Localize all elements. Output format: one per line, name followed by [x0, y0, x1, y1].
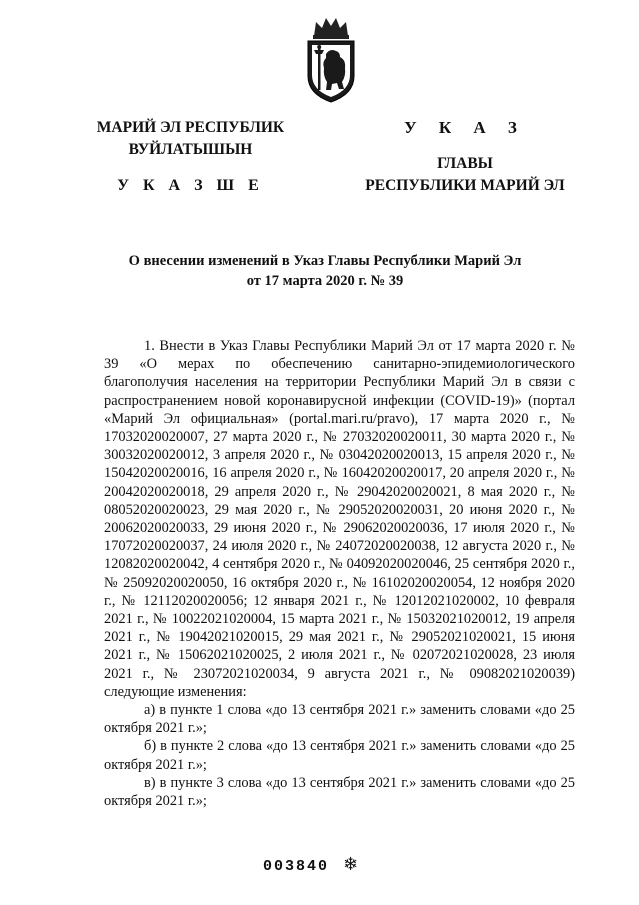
- header-left-line1: МАРИЙ ЭЛ РЕСПУБЛИК: [96, 119, 285, 136]
- header-right-ukaz: У К А З: [404, 118, 526, 137]
- title-line1: О внесении изменений в Указ Главы Республики Марий Эл: [128, 253, 522, 269]
- header-right-line2: РЕСПУБЛИКИ МАРИЙ ЭЛ: [365, 177, 565, 194]
- header-right-line1: ГЛАВЫ: [437, 155, 493, 172]
- serial-number: 003840: [263, 858, 330, 875]
- item-a: а) в пункте 1 слова «до 13 сентября 2021 г.» заменить словами «до 25 октября 2021 г.»;: [104, 702, 575, 737]
- item-v: в) в пункте 3 слова «до 13 сентября 2021 г.» заменить словами «до 25 октября 2021 г.»;: [104, 774, 575, 810]
- coat-of-arms-icon: [300, 14, 362, 106]
- header-left-line2: ВУЙЛАТЫШЫН: [128, 141, 253, 158]
- snowflake-icon: ❄: [343, 854, 359, 875]
- title-line2: от 17 марта 2020 г. № 39: [246, 273, 404, 289]
- item-b: б) в пункте 2 слова «до 13 сентября 2021 г.» заменить словами «до 25 октября 2021 г.»;: [104, 738, 575, 773]
- document-title: [60, 251, 590, 291]
- document-body: [104, 337, 575, 810]
- header-right: [355, 117, 575, 197]
- header-left-ukaz: У К А З Ш Е: [117, 177, 264, 194]
- paragraph-1: 1. Внести в Указ Главы Республики Марий Эл от 17 марта 2020 г. № 39 «О мерах по обеспечению санитарно-эпидемиологического благополучия населения на территории Республики Марий Эл в связи с распространением новой коронавирусной инфекции (COVID-19)» (портал «Марий Эл официальная» (portal.mari.ru/pravo), 17 марта 2020 г., № 17032020020007, 27 марта 2020 г., № 27032020020011, 30 марта 2020 г., № 30032020020012, 3 апреля 2020 г., № 03042020020013, 15 апреля 2020 г., № 15042020020016, 16 апреля 2020 г., № 16042020020017, 20 апреля 2020 г., № 20042020020018, 29 апреля 2020 г., № 29042020020021, 8 мая 2020 г., № 08052020020023, 29 мая 2020 г., № 29052020020031, 20 июня 2020 г., № 20062020020033, 29 июня 2020 г., № 29062020020036, 17 июля 2020 г., № 17072020020037, 24 июля 2020 г., № 24072020020038, 12 августа 2020 г., № 12082020020042, 4 сентября 2020 г., № 04092020020046, 25 сентября 2020 г., № 25092020020050, 16 октября 2020 г., № 16102020020054, 12 ноября 2020 г., № 12112020020056; 12 января 2021 г., № 12012021020002, 10 февраля 2021 г., № 10022021020004, 15 марта 2021 г., № 15032021020012, 19 апреля 2021 г., № 19042021020015, 29 мая 2021 г., № 29052021020021, 15 июня 2021 г., № 15062021020025, 2 июля 2021 г., № 02072021020028, 23 июля 2021 г., № 23072021020034, 9 августа 2021 г., № 09082021020039) следующие изменения:: [104, 338, 575, 700]
- header-left: [88, 117, 293, 197]
